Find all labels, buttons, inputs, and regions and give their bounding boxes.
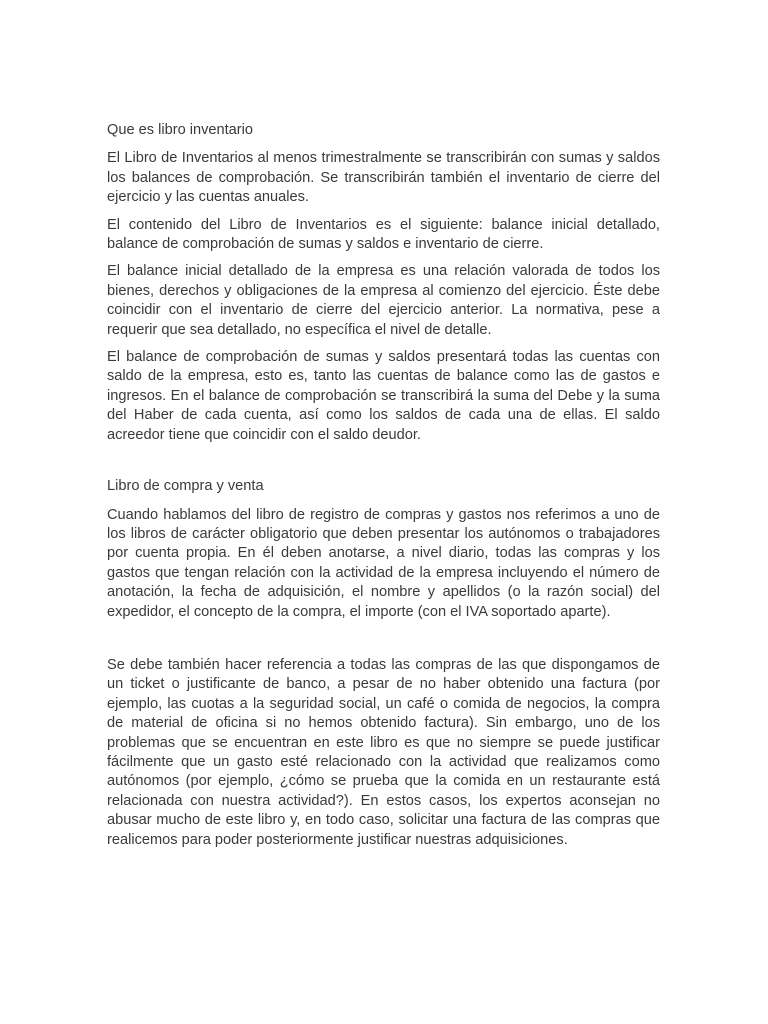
document-page xyxy=(107,121,660,858)
section-heading: Que es libro inventario xyxy=(107,122,254,138)
paragraph: El contenido del Libro de Inventarios es el siguiente: balance inicial detallado, balance de comprobación de sumas y saldos e inventario de cierre. xyxy=(107,216,660,253)
paragraph: El balance de comprobación de sumas y saldos presentará todas las cuentas con saldo de la empresa, esto es, tanto las cuentas de balance como las de gastos e ingresos. En el balance de comprobación se transcribirá la suma del Debe y la suma del Haber de cada cuenta, así como los saldos de cada una de ellas. El saldo acreedor tiene que coincidir con el saldo deudor. xyxy=(107,349,660,443)
paragraph: Cuando hablamos del libro de registro de compras y gastos nos referimos a uno de los libros de carácter obligatorio que deben presentar los autónomos o trabajadores por cuenta propia. En él deben anotarse, a nivel diario, todas las compras y los gastos que tengan relación con la actividad de la empresa incluyendo el número de anotación, la fecha de adquisición, el nombre y apellidos (o la razón social) del expedidor, el concepto de la compra, el importe (con el IVA soportado aparte). xyxy=(107,506,660,620)
paragraph: Se debe también hacer referencia a todas las compras de las que dispongamos de un ticket o justificante de banco, a pesar de no haber obtenido una factura (por ejemplo, las cuotas a la seguridad social, un café o comida de negocios, la compra de material de oficina si no hemos obtenido factura). Sin embargo, uno de los problemas que se encuentran en este libro es que no siempre se puede justificar fácilmente que un gasto esté relacionado con la actividad que realizamos como autónomos (por ejemplo, ¿cómo se prueba que la comida en un restaurante está relacionada con nuestra actividad?). En estos casos, los expertos aconsejan no abusar mucho de este libro y, en todo caso, solicitar una factura de las compras que realicemos para poder posteriormente justificar nuestras adquisiciones. xyxy=(107,656,660,848)
section-heading: Libro de compra y venta xyxy=(107,478,264,495)
paragraph: El Libro de Inventarios al menos trimestralmente se transcribirán con sumas y saldos los balances de comprobación. Se transcribirán también el inventario de cierre del ejercicio y las cuentas anuales. xyxy=(107,150,660,206)
paragraph-spacer xyxy=(107,630,660,656)
paragraph: El balance inicial detallado de la empresa es una relación valorada de todos los bienes, derechos y obligaciones de la empresa al comienzo del ejercicio. Éste debe coincidir con el inventario de cierre del ejercicio anterior. La normativa, pese a requerir que sea detallado, no específica el nivel de detalle. xyxy=(107,263,660,338)
section-spacer xyxy=(107,453,660,477)
section-libro-inventario xyxy=(107,121,660,445)
section-libro-compra-venta xyxy=(107,477,660,850)
